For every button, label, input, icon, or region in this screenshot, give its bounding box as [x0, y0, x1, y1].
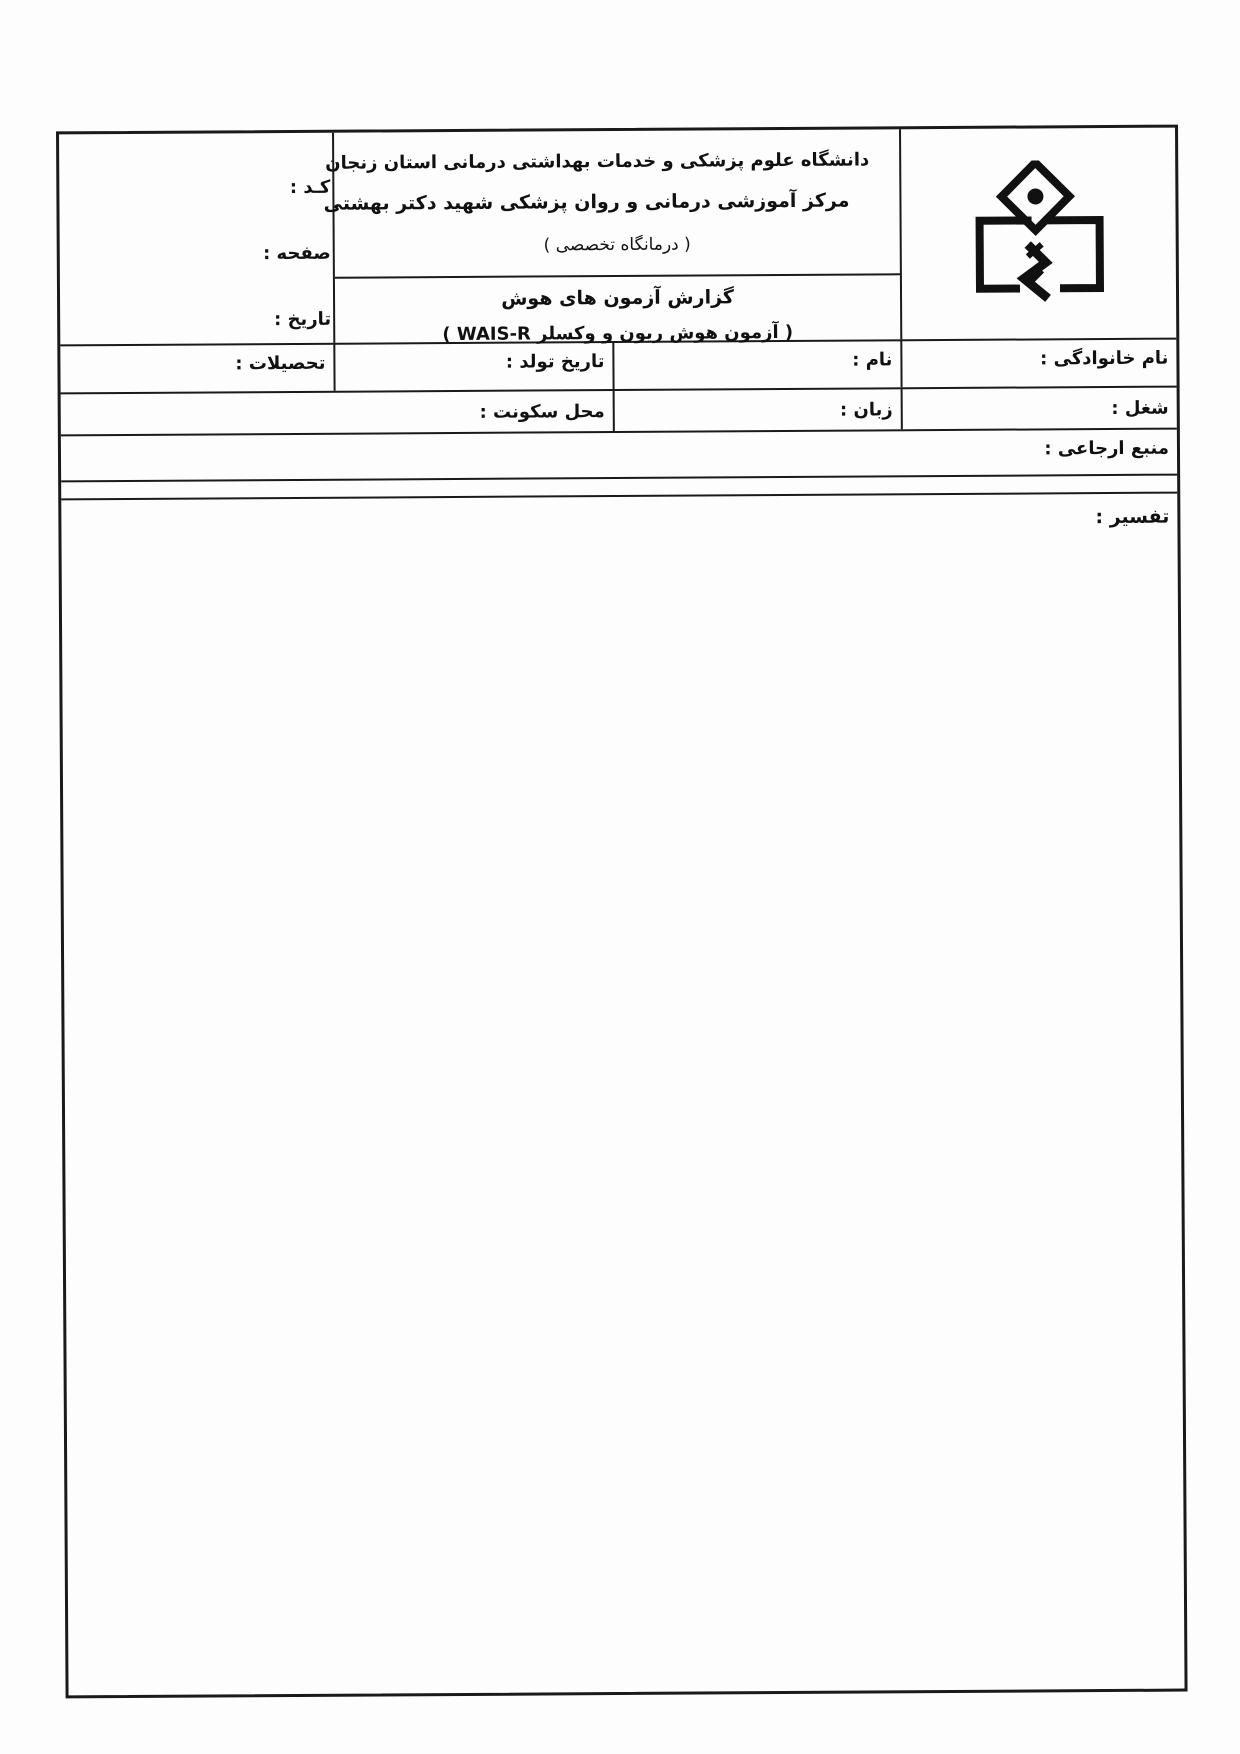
row-referral	[61, 430, 1177, 483]
name-cell[interactable]	[612, 339, 900, 389]
institution-block	[323, 129, 900, 278]
residence-label: محل سکونت :	[479, 401, 605, 423]
residence-cell[interactable]	[55, 391, 613, 434]
clinic-name: ( درمانگاه تخصصی )	[543, 234, 691, 256]
report-title-block	[335, 273, 900, 346]
birth-date-label: تاریخ تولد :	[505, 351, 605, 373]
institution-emblem-icon	[971, 160, 1108, 311]
page-label: صفحه :	[262, 242, 331, 265]
language-cell[interactable]	[613, 389, 901, 431]
interpretation-area[interactable]	[61, 494, 1184, 1696]
education-cell[interactable]	[54, 343, 333, 393]
occupation-label: شغل :	[1111, 397, 1169, 419]
family-name-cell[interactable]	[900, 338, 1176, 388]
university-name: دانشگاه علوم پزشکی و خدمات بهداشتی درمانی استان زنجان	[325, 149, 870, 174]
form-header	[59, 128, 1176, 347]
report-form	[56, 125, 1188, 1699]
meta-cell	[59, 133, 339, 345]
occupation-cell[interactable]	[901, 388, 1177, 430]
language-label: زبان :	[839, 399, 893, 421]
center-name: مرکز آموزشی درمانی و روان پزشکی شهید دکتر بهشتی	[323, 189, 850, 215]
test-name: ( آزمون هوش ریون و وکسلر WAIS-R )	[442, 321, 794, 346]
family-name-label: نام خانوادگی :	[1040, 347, 1169, 370]
referral-source-label: منبع ارجاعی :	[1044, 437, 1170, 460]
logo-cell	[899, 128, 1176, 340]
date-label: تاریخ :	[274, 308, 332, 331]
referral-cell[interactable]	[55, 430, 1177, 481]
education-label: تحصیلات :	[235, 352, 326, 375]
interpretation-label: تفسیر :	[1095, 505, 1170, 529]
title-cell	[323, 129, 900, 346]
row-personal-1	[60, 338, 1176, 395]
row-personal-2	[61, 388, 1177, 437]
birth-date-cell[interactable]	[333, 341, 612, 391]
code-label: کـد :	[289, 176, 331, 198]
report-title: گزارش آزمون های هوش	[501, 286, 734, 310]
name-label: نام :	[852, 349, 893, 371]
